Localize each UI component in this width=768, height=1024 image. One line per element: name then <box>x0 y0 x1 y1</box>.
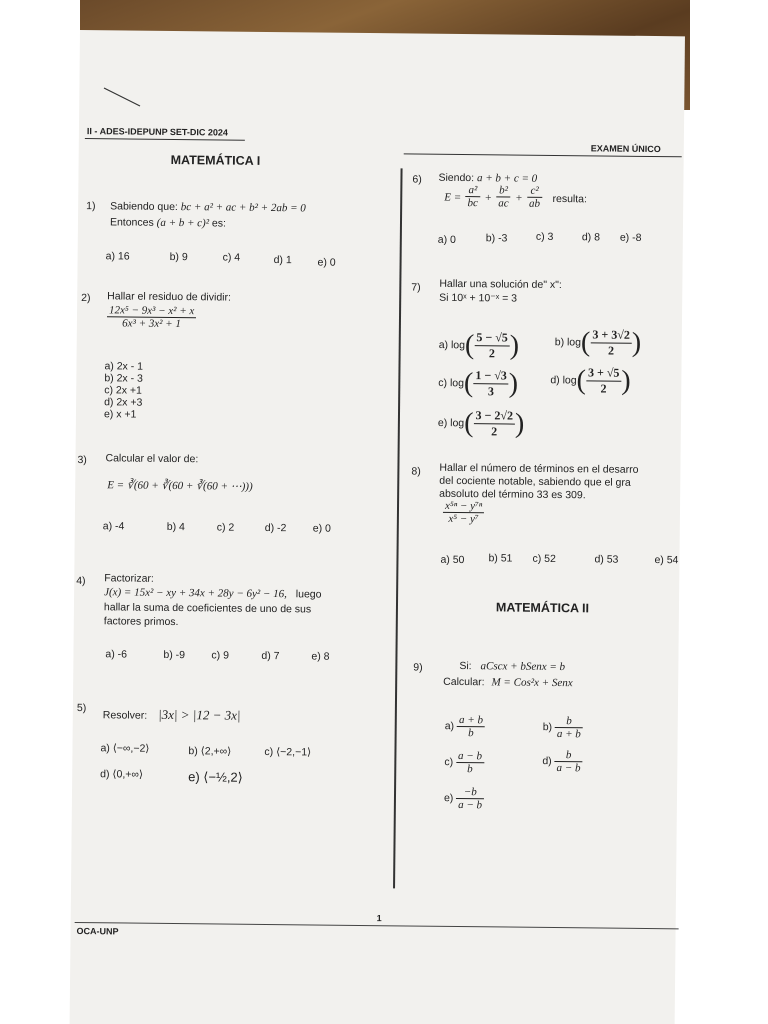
q6-e-label: E = <box>444 191 462 204</box>
q9-b-num: b <box>555 715 583 728</box>
q4-expr-line <box>104 586 322 600</box>
q2-option-d: d) 2x +3 <box>104 396 143 409</box>
q3-option-b: b) 4 <box>166 520 185 534</box>
q2-option-a: a) 2x - 1 <box>104 360 144 373</box>
q9-option-c <box>444 750 484 775</box>
q6-f2-num: b² <box>496 184 511 197</box>
q6-frac1 <box>466 184 481 209</box>
q9-number: 9) <box>413 661 423 674</box>
q8-line3: absoluto del término 33 es 309. <box>439 487 586 502</box>
q5-text: Resolver: <box>102 709 148 722</box>
q6-option-c: c) 3 <box>535 230 554 243</box>
q6-option-b: b) -3 <box>485 232 508 245</box>
q7-option-c: c) log( $\frac{1 - √3}{3}$ ) <box>438 367 519 400</box>
q9-d-num: b <box>555 749 583 762</box>
page-number: 1 <box>376 913 382 924</box>
q9-d-label: d) <box>542 755 552 768</box>
q7-option-e: e) log( $\frac{3 - 2√2}{2}$ ) <box>437 407 525 440</box>
q9-e-frac <box>456 786 484 811</box>
q8-option-d: d) 53 <box>594 553 619 566</box>
q8-denominator: x⁵ − y⁷ <box>448 512 479 526</box>
q9-d-den: a − b <box>556 762 581 775</box>
q2-option-e: e) x +1 <box>103 408 137 421</box>
exam-code: II - ADES-IDEPUNP SET-DIC 2024 <box>86 126 229 138</box>
pen-mark <box>100 82 146 112</box>
q8-fraction <box>443 500 485 525</box>
q7-c-num: 1 − √3 <box>473 368 509 384</box>
q7-e-num: 3 − 2√2 <box>473 408 515 424</box>
q4-option-c: c) 9 <box>211 649 230 662</box>
q6-f1-den: bc <box>467 197 479 210</box>
q9-text2: Calcular: <box>443 675 485 689</box>
q9-text: Si: <box>459 660 472 673</box>
q7-d-den: 2 <box>600 381 607 396</box>
q9-b-frac <box>555 715 583 740</box>
q8-option-c: c) 52 <box>532 552 556 566</box>
q7-a-label: a) log <box>438 339 466 352</box>
q3-option-e: e) 0 <box>312 522 331 535</box>
q5-option-b: b) ⟨2,+∞⟩ <box>188 745 232 758</box>
q4-text4: factores primos. <box>103 615 179 629</box>
q4-option-a: a) -6 <box>105 648 128 661</box>
q1-line2 <box>110 216 226 229</box>
q1-line1 <box>110 200 306 214</box>
q3-expr: E = ∛(60 + ∛(60 + ∛(60 + ⋯))) <box>107 479 253 493</box>
q9-expr1: aCscx + bSenx = b <box>480 660 566 674</box>
q6-cond: a + b + c = 0 <box>476 172 538 185</box>
q5-expr: |3x| > |12 − 3x| <box>158 706 241 723</box>
q8-line2: del cociente notable, sabiendo que el gra <box>439 474 631 489</box>
q9-c-label: c) <box>444 756 454 769</box>
q3-option-c: c) 2 <box>216 521 235 534</box>
q7-b-den: 2 <box>607 343 615 358</box>
q9-d-frac <box>555 749 583 774</box>
q7-option-b: b) log( $\frac{3 + 3√2}{2}$ ) <box>554 326 642 359</box>
q6-option-e: e) -8 <box>619 231 642 244</box>
q7-d-num: 3 + √5 <box>586 365 622 381</box>
q8-option-e: e) 54 <box>654 554 679 567</box>
q9-a-label: a) <box>444 720 455 733</box>
q9-option-d <box>542 749 582 774</box>
q7-e-den: 2 <box>491 424 498 439</box>
q7-e-label: e) log <box>437 417 465 430</box>
q1-option-b: b) 9 <box>169 250 188 264</box>
section-title-2: MATEMÁTICA II <box>495 600 590 616</box>
q2-denominator: 6x³ + 3x² + 1 <box>122 317 181 331</box>
q3-option-d: d) -2 <box>264 521 287 535</box>
exam-type: EXAMEN ÚNICO <box>590 143 661 155</box>
q3-option-a: a) -4 <box>102 520 125 533</box>
q9-e-num: −b <box>456 786 484 799</box>
q9-line1 <box>459 660 565 673</box>
q3-number: 3) <box>77 453 87 467</box>
q2-fraction-inner <box>107 304 196 330</box>
q8-option-b: b) 51 <box>488 552 513 565</box>
q9-a-den: b <box>468 727 474 740</box>
q1-option-a: a) 16 <box>105 250 130 263</box>
q2-option-b: b) 2x - 3 <box>104 372 143 385</box>
q4-option-b: b) -9 <box>163 648 186 662</box>
q7-option-d: d) log( $\frac{3 + √5}{2}$ ) <box>550 364 631 397</box>
q1-option-d: d) 1 <box>273 254 292 267</box>
q9-b-den: a + b <box>556 728 581 741</box>
q6-option-d: d) 8 <box>581 231 601 244</box>
q9-c-num: a − b <box>456 750 484 763</box>
q1-option-c: c) 4 <box>222 251 241 264</box>
q1-option-e: e) 0 <box>317 256 336 269</box>
q6-frac3 <box>527 185 542 210</box>
q6-text: Siendo: <box>438 171 475 185</box>
header-rule <box>85 138 245 141</box>
q9-c-den: b <box>467 763 473 776</box>
q2-option-c: c) 2x +1 <box>104 384 142 397</box>
q8-fraction-inner <box>443 500 485 525</box>
q1-text: Sabiendo que: <box>110 200 178 214</box>
q7-b-num: 3 + 3√2 <box>590 327 632 343</box>
q5-option-c: c) ⟨−2,−1⟩ <box>264 745 312 759</box>
q5-option-a: a) ⟨−∞,−2⟩ <box>100 742 150 755</box>
q7-option-a: a) log( $\frac{5 - √5}{2}$ ) <box>438 329 520 362</box>
q6-number: 6) <box>412 173 422 186</box>
q6-f3-num: c² <box>527 185 542 198</box>
q5-option-e: e) ⟨−½,2⟩ <box>188 769 243 785</box>
q7-d-label: d) log <box>550 374 577 387</box>
q9-e-den: a − b <box>458 799 483 812</box>
q7-expr: Si 10ˣ + 10⁻ˣ = 3 <box>439 291 518 305</box>
q9-option-a <box>445 714 485 739</box>
q9-a-frac <box>457 714 485 739</box>
q6-tail: resulta: <box>552 192 588 206</box>
q7-b-label: b) log <box>554 336 582 349</box>
q4-option-d: d) 7 <box>261 649 280 663</box>
q5-number: 5) <box>76 702 87 715</box>
q4-text2: luego <box>295 588 322 601</box>
q4-text3: hallar la suma de coeficientes de uno de sus <box>103 601 312 616</box>
q6-option-a: a) 0 <box>437 233 456 246</box>
q7-number: 7) <box>411 281 421 294</box>
q9-option-e <box>444 786 484 811</box>
q1-number: 1) <box>86 200 96 213</box>
q9-b-label: b) <box>542 721 553 734</box>
footer-code: OCA-UNP <box>76 926 119 937</box>
q8-line1: Hallar el número de términos en el desarro <box>439 461 639 476</box>
exam-sheet <box>70 30 685 1024</box>
q6-frac2 <box>496 184 511 209</box>
q7-c-den: 3 <box>487 384 495 399</box>
section-title-1: MATEMÁTICA I <box>170 152 261 168</box>
q1-text3: es: <box>211 217 227 230</box>
q8-number: 8) <box>411 465 421 478</box>
q2-numerator: 12x⁵ − 9x³ − x² + x <box>107 304 196 318</box>
q3-text: Calcular el valor de: <box>105 452 199 466</box>
q5-line <box>103 706 241 723</box>
q5-option-d: d) ⟨0,+∞⟩ <box>100 768 144 781</box>
q9-expr2: M = Cos²x + Senx <box>491 676 573 690</box>
column-divider <box>393 168 403 888</box>
q6-line1 <box>438 172 537 185</box>
q4-expr: J(x) = 15x² − xy + 34x + 28y − 6y² − 16, <box>104 586 287 601</box>
q9-option-b <box>543 715 583 740</box>
q2-text: Hallar el residuo de dividir: <box>107 290 232 304</box>
q7-a-den: 2 <box>488 346 496 361</box>
q7-text: Hallar una solución de" x": <box>439 277 562 292</box>
q9-c-frac <box>456 750 484 775</box>
q7-a-num: 5 − √5 <box>474 330 510 346</box>
q8-option-a: a) 50 <box>440 553 465 567</box>
q2-number: 2) <box>81 292 91 305</box>
q1-expr2: (a + b + c)² <box>156 216 210 230</box>
q1-expr: bc + a² + ac + b² + 2ab = 0 <box>180 201 306 215</box>
q4-text: Factorizar: <box>104 572 154 585</box>
q7-c-label: c) log <box>438 377 465 390</box>
q6-f3-den: ab <box>528 197 541 210</box>
q6-expr: E = $\frac{\text{a²}}{bc}$ + $\frac{\text{b²}}{ac}$ + $\frac{\text{c²}}{ab}$ resulta: <box>444 184 588 210</box>
q6-f2-den: ac <box>498 197 509 210</box>
q2-fraction <box>107 304 196 330</box>
q6-f1-num: a² <box>466 184 481 197</box>
q9-line2 <box>443 676 573 689</box>
q4-number: 4) <box>76 574 86 588</box>
q4-option-e: e) 8 <box>311 650 330 663</box>
header-rule-right <box>404 153 682 157</box>
q8-numerator: x⁵ⁿ − y⁷ⁿ <box>443 500 484 513</box>
q9-e-label: e) <box>443 792 454 805</box>
q9-a-num: a + b <box>457 714 485 727</box>
q1-text2: Entonces <box>109 216 154 229</box>
